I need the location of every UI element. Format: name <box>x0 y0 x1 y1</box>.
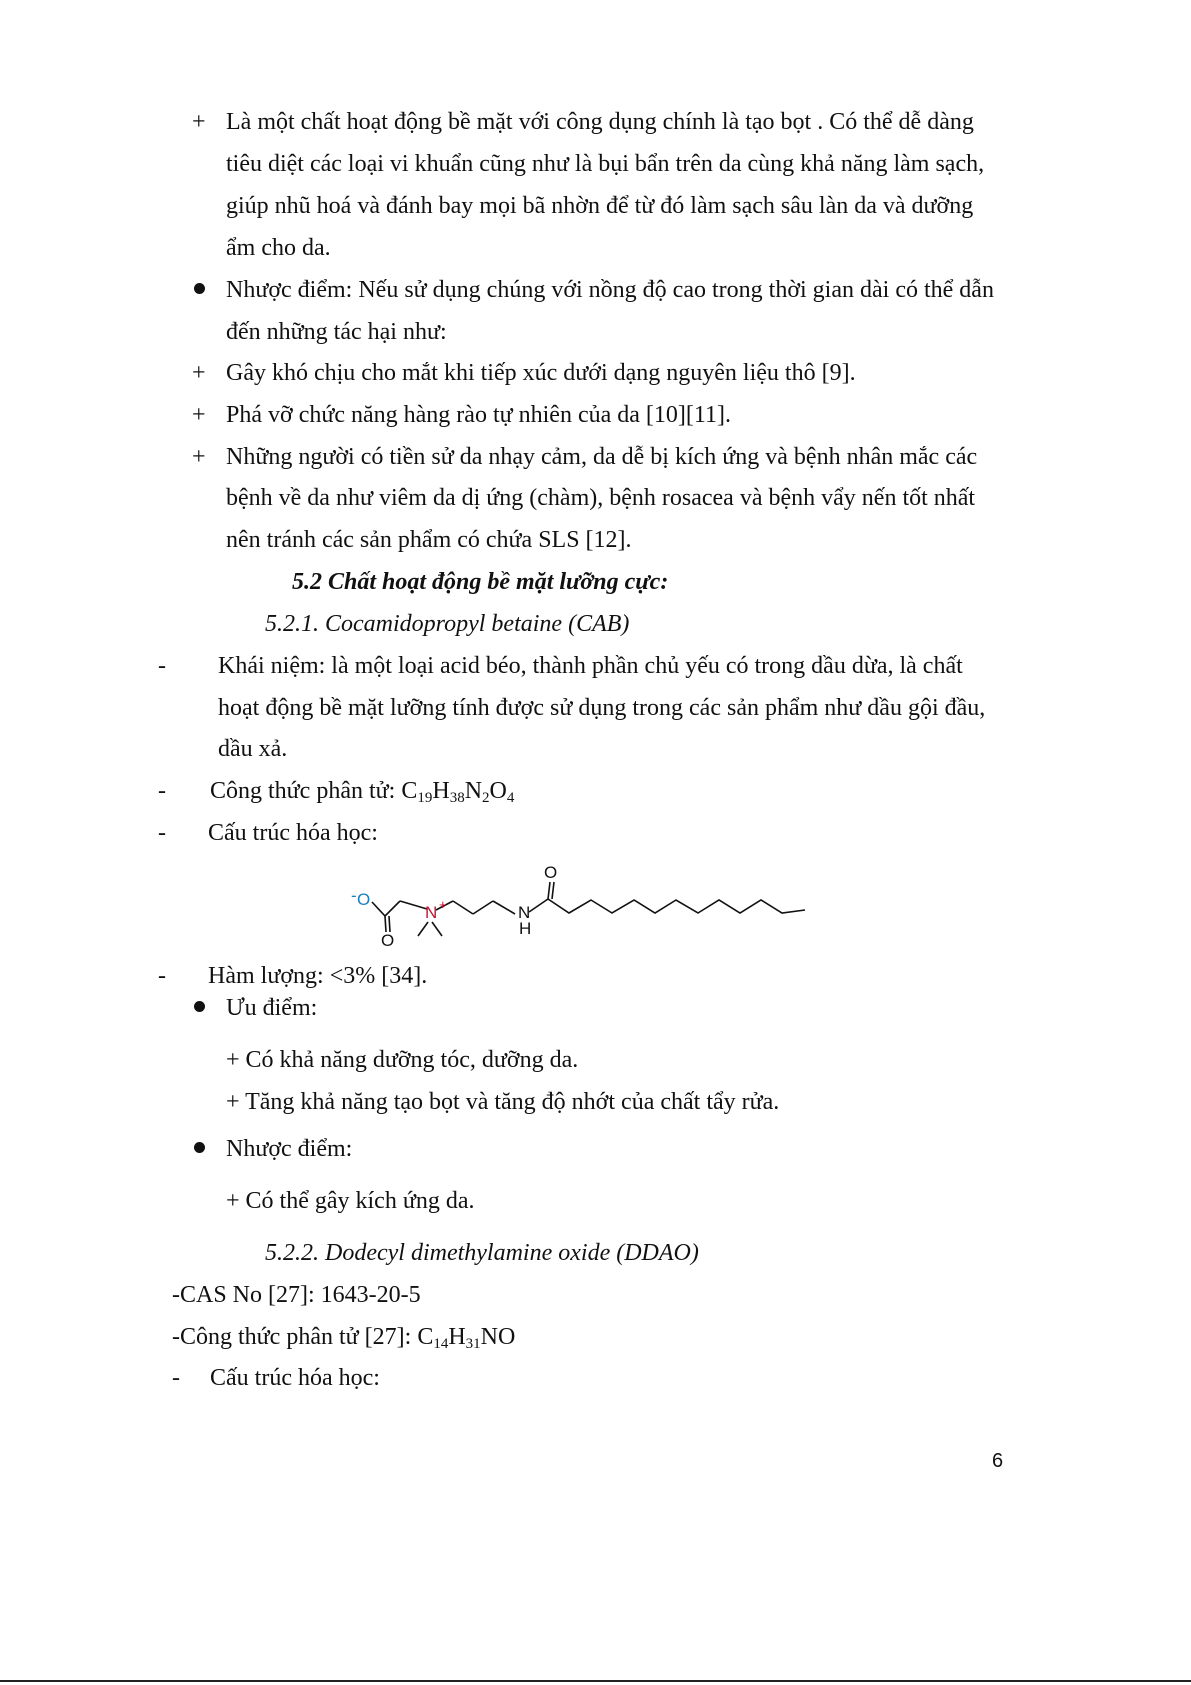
text-line: nên tránh các sản phẩm có chứa SLS [12]. <box>226 527 632 553</box>
formula-cab: $C_{19}H_{38}N_2O_4$ <box>401 778 515 806</box>
bullet-dot <box>194 1001 205 1012</box>
page-number: 6 <box>992 1450 1004 1472</box>
oxygen-anion: O <box>357 890 371 909</box>
text-line: + Có khả năng dưỡng tóc, dưỡng da. <box>226 1047 579 1073</box>
formula-label: Công thức phân tử: <box>210 778 402 804</box>
text-line: -CAS No [27]: 1643-20-5 <box>172 1282 421 1308</box>
plus-marker: + <box>192 360 206 386</box>
text-line: bệnh về da như viêm da dị ứng (chàm), bệnh rosacea và bệnh vẩy nến tốt nhất <box>226 485 976 511</box>
text-line: Phá vỡ chức năng hàng rào tự nhiên của da [10][11]. <box>226 402 731 428</box>
text-line: + Có thể gây kích ứng da. <box>226 1188 475 1214</box>
molecular-formula-line <box>172 1324 516 1352</box>
text-line: + Tăng khả năng tạo bọt và tăng độ nhớt của chất tẩy rửa. <box>226 1089 780 1115</box>
text-line: tiêu diệt các loại vi khuẩn cũng như là bụi bẩn trên da cùng khả năng làm sạch, <box>226 151 985 177</box>
oxygen-carbonyl: O <box>381 931 395 950</box>
plus-marker: + <box>192 402 206 428</box>
formula-ddao: $C_{14}H_{31}NO$ <box>417 1324 516 1352</box>
text-line: dầu xả. <box>218 736 288 762</box>
molecular-formula-line <box>210 778 515 806</box>
dash-marker: - <box>158 778 166 804</box>
text-line: Những người có tiền sử da nhạy cảm, da dễ bị kích ứng và bệnh nhân mắc các <box>226 444 978 470</box>
section-heading: 5.2 Chất hoạt động bề mặt lưỡng cực: <box>292 569 669 595</box>
dash-marker: - <box>158 653 166 679</box>
subsection-heading: 5.2.1. Cocamidopropyl betaine (CAB) <box>265 611 630 637</box>
text-line: Nhược điểm: Nếu sử dụng chúng với nồng độ cao trong thời gian dài có thể dẫn <box>226 277 994 303</box>
text-line: Nhược điểm: <box>226 1136 353 1162</box>
page-bottom-rule <box>0 1680 1191 1682</box>
dash-marker: - <box>158 963 166 989</box>
bullet-dot <box>194 1142 205 1153</box>
text-line: Cấu trúc hóa học: <box>208 820 378 846</box>
plus-marker: + <box>192 444 206 470</box>
text-line: đến những tác hại như: <box>226 319 447 345</box>
nitrogen-cation: N <box>425 903 438 922</box>
dash-marker: - <box>172 1365 180 1391</box>
text-line: Cấu trúc hóa học: <box>210 1365 380 1391</box>
text-line: Khái niệm: là một loại acid béo, thành phần chủ yếu có trong dầu dừa, là chất <box>218 653 963 679</box>
anion-charge: - <box>351 886 357 905</box>
text-line: hoạt động bề mặt lưỡng tính được sử dụng trong các sản phẩm như dầu gội đầu, <box>218 695 986 721</box>
cation-charge: + <box>439 897 447 912</box>
subsection-heading: 5.2.2. Dodecyl dimethylamine oxide (DDAO) <box>265 1240 699 1266</box>
amide-nitrogen: N <box>518 903 531 922</box>
cab-chemical-structure <box>340 858 820 958</box>
formula-label: -Công thức phân tử [27]: <box>172 1324 418 1350</box>
amide-hydrogen: H <box>519 919 532 938</box>
bullet-dot <box>194 283 205 294</box>
amide-oxygen: O <box>544 863 558 882</box>
text-line: Hàm lượng: <3% [34]. <box>208 963 428 989</box>
text-line: Là một chất hoạt động bề mặt với công dụng chính là tạo bọt . Có thể dễ dàng <box>226 109 974 135</box>
text-line: giúp nhũ hoá và đánh bay mọi bã nhờn để từ đó làm sạch sâu làn da và dưỡng <box>226 193 974 219</box>
text-line: Ưu điểm: <box>226 995 318 1021</box>
text-line: ẩm cho da. <box>226 235 331 261</box>
text-line: Gây khó chịu cho mắt khi tiếp xúc dưới dạng nguyên liệu thô [9]. <box>226 360 856 386</box>
plus-marker: + <box>192 109 206 135</box>
dash-marker: - <box>158 820 166 846</box>
